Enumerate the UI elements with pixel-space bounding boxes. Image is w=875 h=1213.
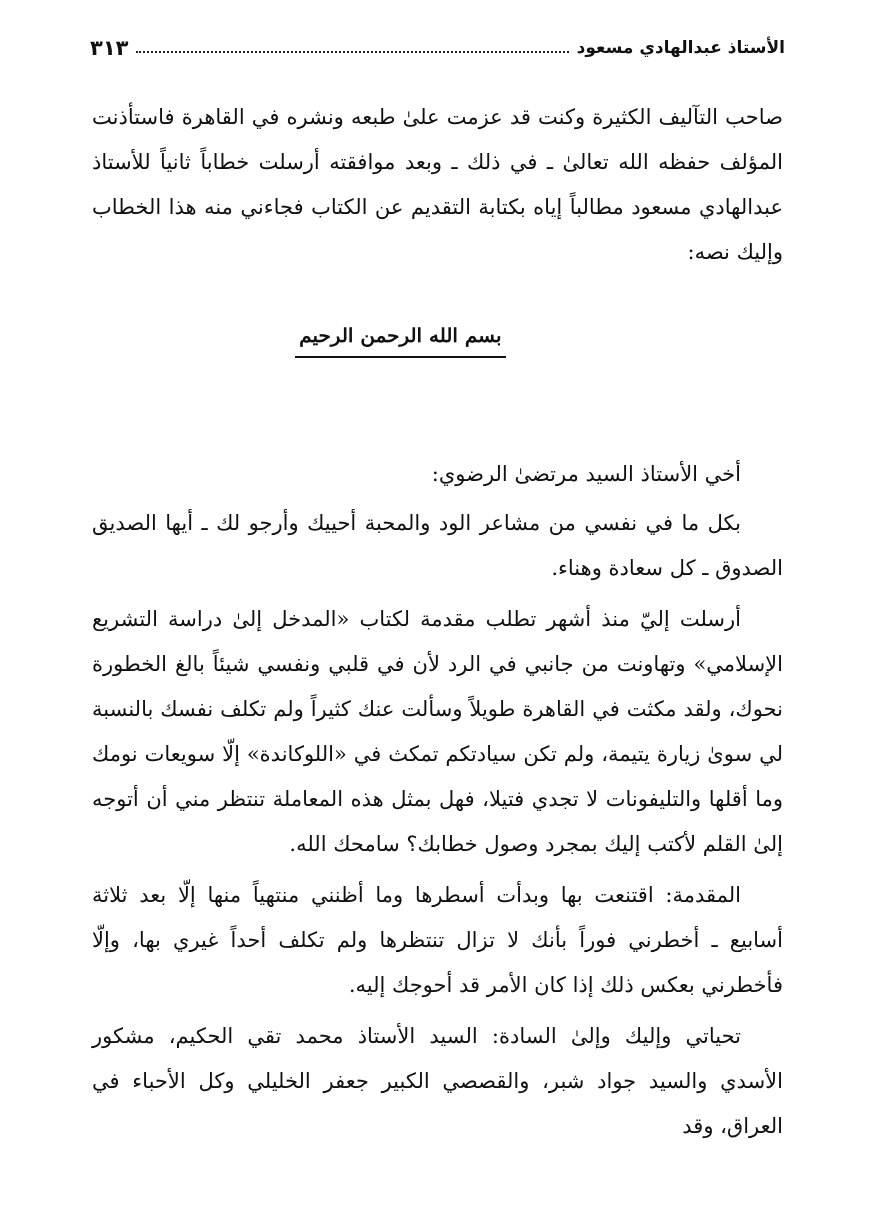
intro-paragraph: صاحب التآليف الكثيرة وكنت قد عزمت علىٰ طبعه ونشره في القاهرة فاستأذنت المؤلف حفظه الله تعالىٰ ـ في ذلك ـ وبعد موافقته أرسلت خطاباً ثانياً للأستاذ عبدالهادي مسعود مطالباً إياه بكتابة التقديم عن الكتاب فجاءني منه هذا الخطاب وإليك نصه: — [92, 105, 783, 264]
running-head — [90, 30, 785, 66]
dotted-leader — [136, 51, 568, 53]
letter-paragraph: أرسلت إليّ منذ أشهر تطلب مقدمة لكتاب «المدخل إلىٰ دراسة التشريع الإسلامي» وتهاونت من جانبي في الرد لأن في قلبي ونفسي شيئاً بالغ الخطورة نحوك، ولقد مكثت في القاهرة طويلاً وسألت عنك كثيراً ولم تكلف نفسك بالنسبة لي سوىٰ زيارة يتيمة، ولم تكن سيادتكم تمكث في «اللوكاندة» إلّا سويعات نومك وما أقلها والتليفونات لا تجدي فتيلا، فهل بمثل هذه المعاملة تنتظر مني أن أتوجه إلىٰ القلم لأكتب إليك بمجرد وصول خطابك؟ سامحك الله. — [92, 607, 783, 856]
letter-paragraph: تحياتي وإليك وإلىٰ السادة: السيد الأستاذ محمد تقي الحكيم، مشكور الأسدي والسيد جواد شبر، والقصصي الكبير جعفر الخليلي وكل الأحباء في العراق، وقد — [92, 1024, 783, 1138]
letter-body — [92, 452, 783, 1155]
letter-paragraph: بكل ما في نفسي من مشاعر الود والمحبة أحييك وأرجو لك ـ أيها الصديق الصدوق ـ كل سعادة وهناء. — [92, 511, 783, 580]
letter-salutation: أخي الأستاذ السيد مرتضىٰ الرضوي: — [431, 462, 741, 486]
letter-paragraph: المقدمة: اقتنعت بها وبدأت أسطرها وما أظنني منتهياً منها إلّا بعد ثلاثة أسابيع ـ أخطرني فوراً بأنك لا تزال تنتظرها ولم تكلف أحداً غيري بها، وإلّا فأخطرني بعكس ذلك إذا كان الأمر قد أحوجك إليه. — [92, 883, 783, 997]
page-number: ٣١٣ — [90, 36, 129, 60]
basmala-calligraphy — [270, 318, 530, 378]
basmala-text: بسم الله الرحمن الرحيم — [295, 318, 506, 358]
running-title: الأستاذ عبدالهادي مسعود — [576, 38, 785, 58]
